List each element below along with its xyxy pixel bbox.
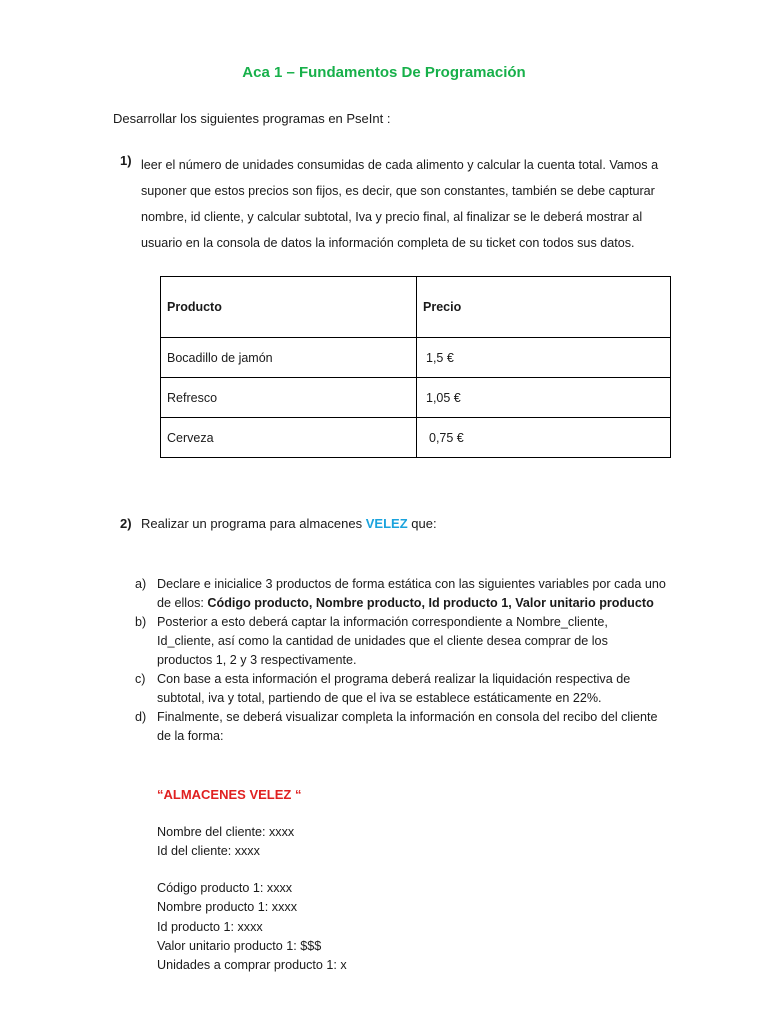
- list-item-line-prefix: de ellos:: [157, 596, 208, 610]
- list-item-letter: a): [135, 577, 147, 591]
- list-item-line: [157, 594, 695, 613]
- list-item-letter: b): [135, 615, 147, 629]
- table-cell-price: 1,05 €: [417, 378, 671, 418]
- price-table: [160, 276, 671, 458]
- list-item-line: subtotal, iva y total, partiendo de que el iva se establece estáticamente en 22%.: [157, 691, 602, 705]
- question-2-list: [135, 575, 695, 746]
- question-1-line: leer el número de unidades consumidas de cada alimento y calcular la cuenta total. Vamos a: [141, 158, 659, 172]
- list-item-letter: d): [135, 710, 147, 724]
- intro-text: Desarrollar los siguientes programas en PseInt :: [113, 111, 391, 126]
- question-2-text-before: Realizar un programa para almacenes: [141, 516, 366, 531]
- question-1-line: nombre, id cliente, y calcular subtotal, Iva y precio final, al finalizar se le deberá mostrar al: [141, 210, 643, 224]
- list-item-line: Id_cliente, así como la cantidad de unidades que el cliente desea comprar de los: [157, 634, 608, 648]
- question-2-number: 2): [120, 516, 132, 531]
- list-item-line: Posterior a esto deberá captar la información correspondiente a Nombre_cliente,: [157, 615, 608, 629]
- list-item-bold-variables: Código producto, Nombre producto, Id producto 1, Valor unitario producto: [207, 596, 654, 610]
- list-item: [135, 670, 695, 708]
- table-row: [161, 418, 671, 458]
- receipt-client-block: [157, 823, 294, 862]
- list-item: [135, 613, 695, 670]
- question-1-text: [141, 152, 681, 256]
- receipt-line: Nombre del cliente: xxxx: [157, 825, 295, 839]
- table-cell-product: Cerveza: [161, 418, 417, 458]
- receipt-title: “ALMACENES VELEZ “: [157, 787, 302, 802]
- question-1-number: 1): [120, 153, 132, 168]
- table-row: [161, 378, 671, 418]
- list-item-line: Con base a esta información el programa deberá realizar la liquidación respectiva de: [157, 672, 631, 686]
- list-item-letter: c): [135, 672, 146, 686]
- receipt-line: Id del cliente: xxxx: [157, 844, 260, 859]
- list-item-line: Declare e inicialice 3 productos de forma estática con las siguientes variables por cada uno: [157, 577, 666, 591]
- list-item: [135, 575, 695, 613]
- question-1-line: suponer que estos precios son fijos, es decir, que son constantes, también se debe capturar: [141, 184, 655, 198]
- question-2-highlight: VELEZ: [365, 516, 408, 531]
- list-item: [135, 708, 695, 746]
- table-header-precio: Precio: [417, 277, 671, 338]
- table-cell-price: 1,5 €: [417, 338, 671, 378]
- question-1-line: usuario en la consola de datos la información completa de su ticket con todos sus datos.: [141, 236, 635, 250]
- question-2-text: [141, 516, 437, 531]
- table-cell-product: Refresco: [161, 378, 417, 418]
- receipt-line: Nombre producto 1: xxxx: [157, 900, 297, 915]
- receipt-line: Código producto 1: xxxx: [157, 881, 293, 895]
- table-cell-product: Bocadillo de jamón: [161, 338, 417, 378]
- table-cell-price: 0,75 €: [417, 418, 671, 458]
- receipt-line: Unidades a comprar producto 1: x: [157, 958, 347, 973]
- document-title: Aca 1 – Fundamentos De Programación: [242, 64, 526, 81]
- list-item-line: productos 1, 2 y 3 respectivamente.: [157, 653, 357, 667]
- question-2-text-after: que:: [407, 516, 437, 531]
- table-header-producto: Producto: [161, 277, 417, 338]
- list-item-line: de la forma:: [157, 729, 224, 743]
- receipt-line: Valor unitario producto 1: $$$: [157, 938, 322, 953]
- list-item-line: Finalmente, se deberá visualizar completa la información en consola del recibo del cliente: [157, 710, 658, 724]
- table-row: [161, 338, 671, 378]
- receipt-line: Id producto 1: xxxx: [157, 919, 263, 934]
- table-header-row: [161, 277, 671, 338]
- receipt-product-block: [157, 879, 347, 975]
